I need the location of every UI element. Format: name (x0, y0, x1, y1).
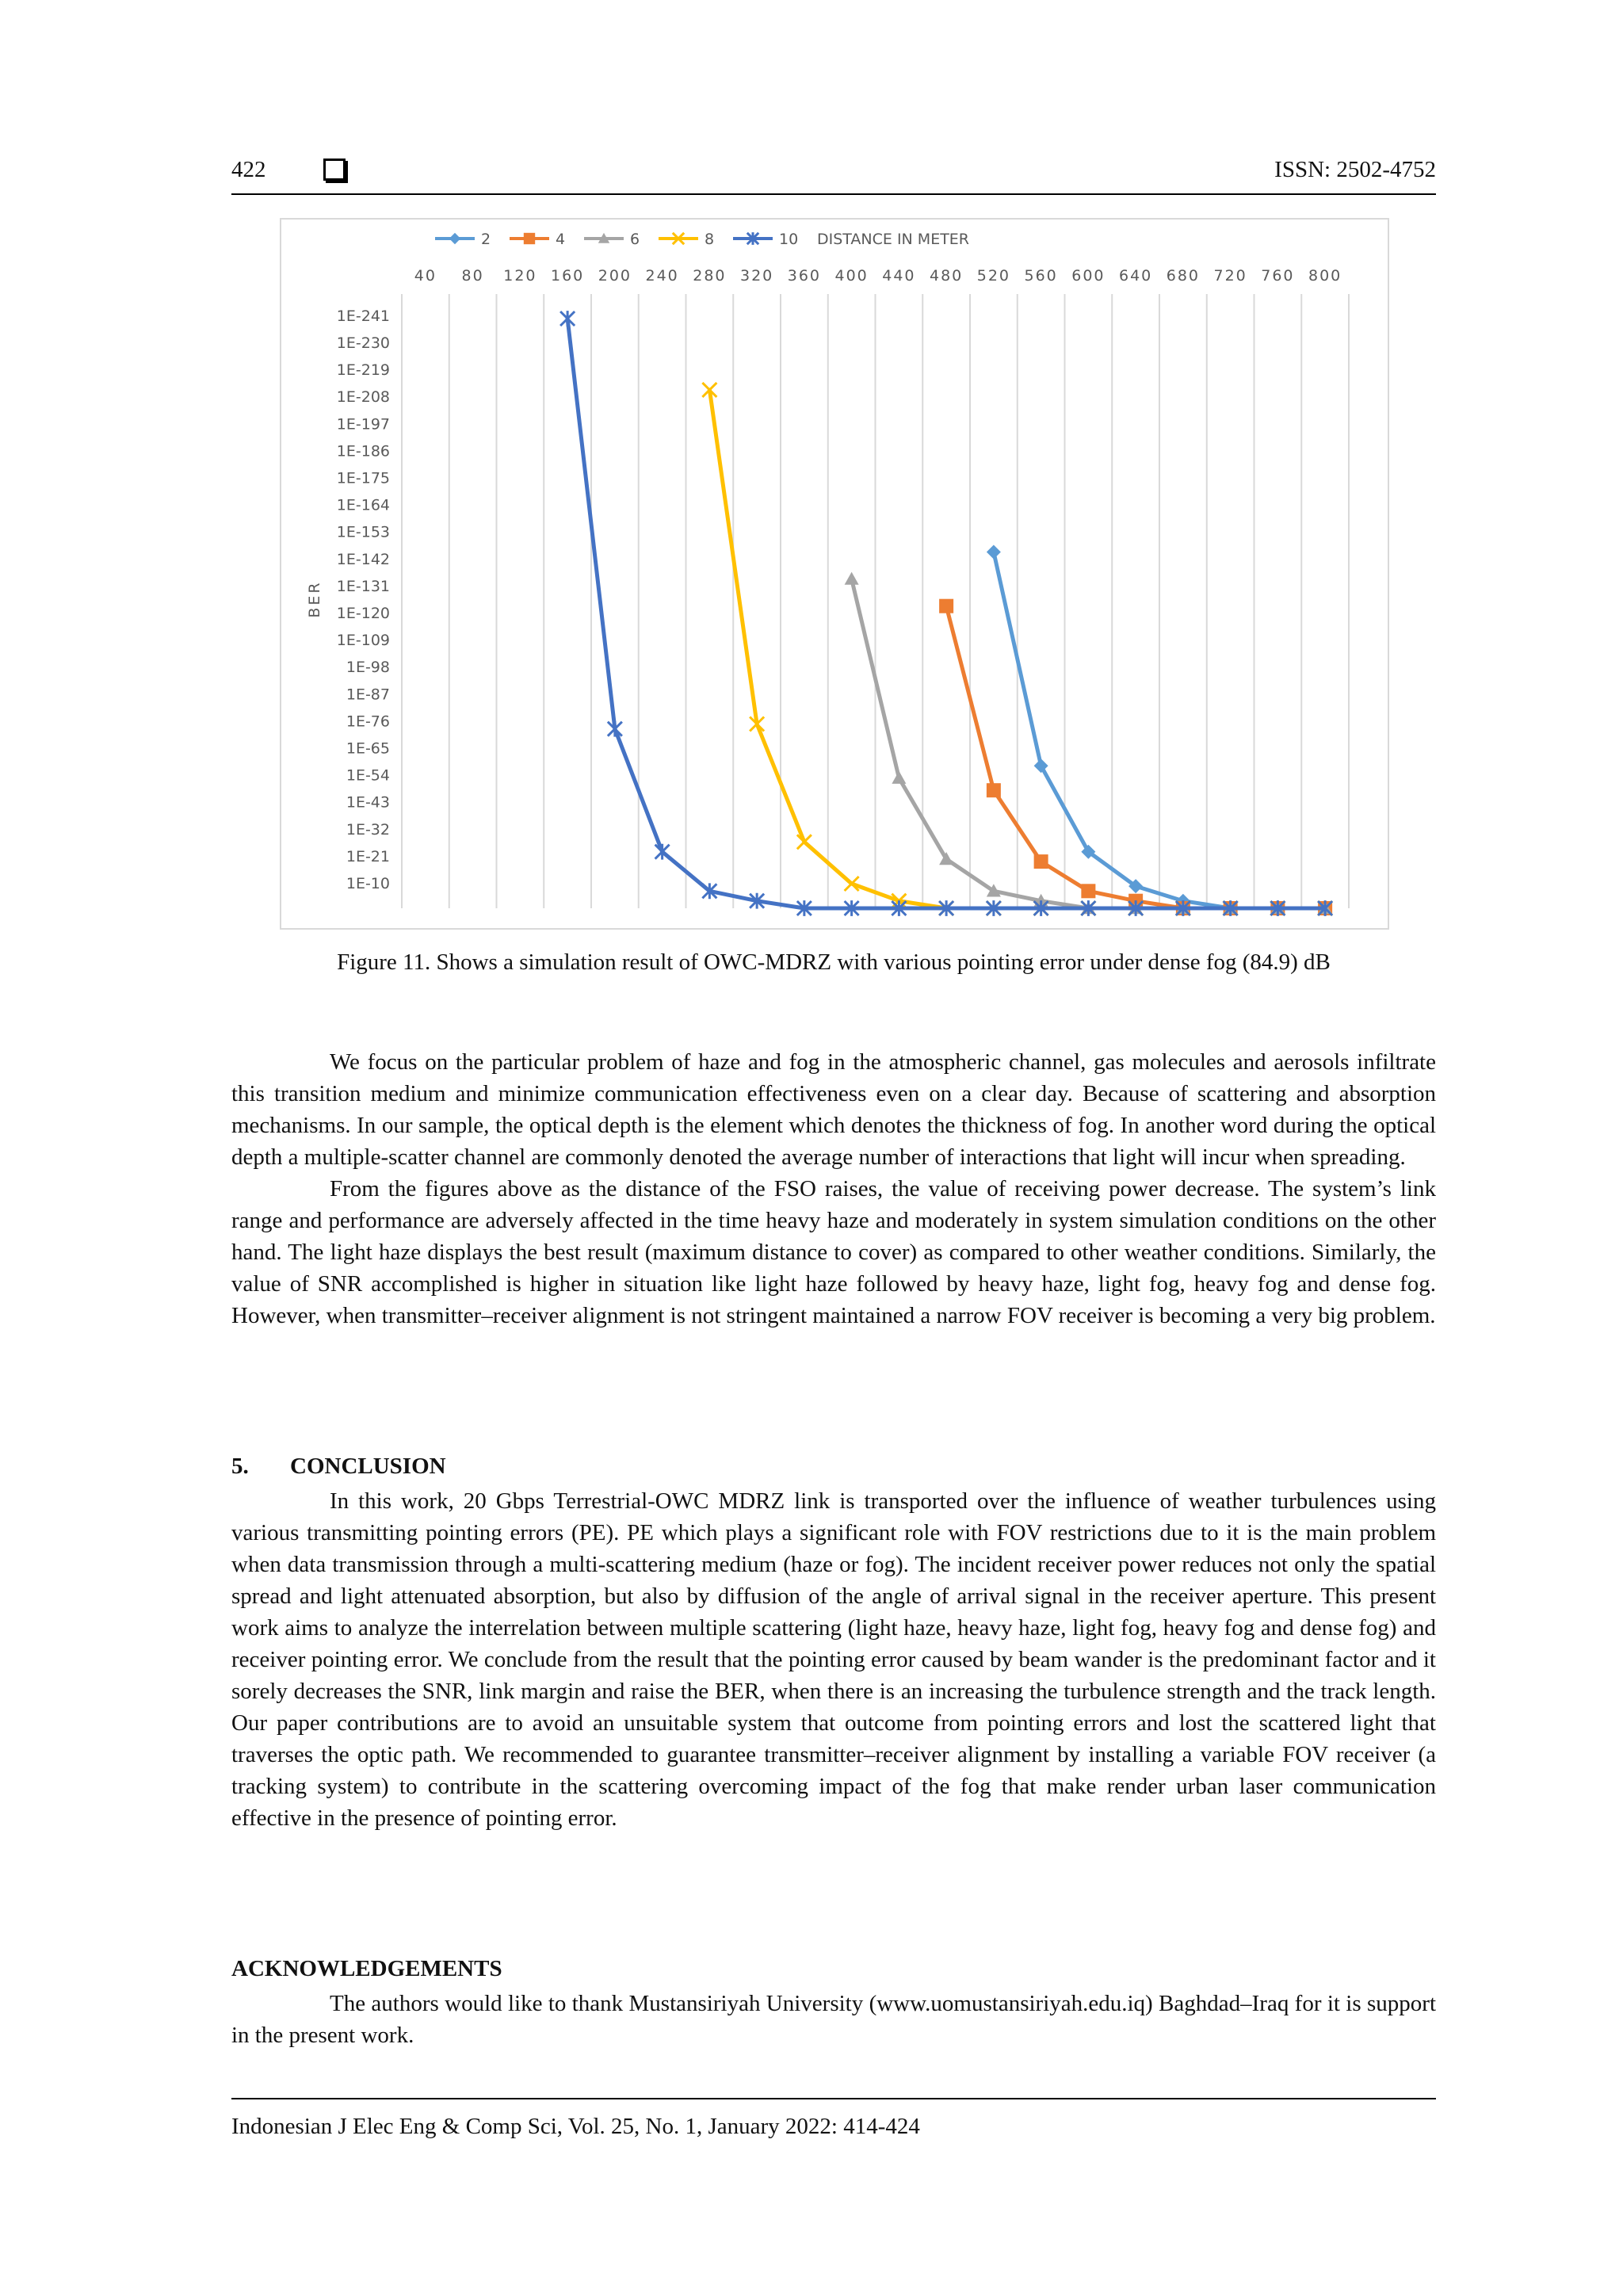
y-tick-label: 1E-142 (336, 550, 390, 568)
x-tick-label: 40 (414, 267, 437, 285)
x-tick-label: 440 (882, 267, 916, 285)
x-tick-label: 800 (1308, 267, 1342, 285)
x-tick-label: 320 (739, 267, 774, 285)
y-tick-label: 1E-164 (336, 496, 390, 514)
x-tick-label: 760 (1261, 267, 1295, 285)
page-number: 422 (231, 157, 266, 182)
y-tick-label: 1E-87 (346, 686, 390, 704)
legend-entry: 8 (705, 231, 715, 248)
x-tick-label: 120 (503, 267, 537, 285)
x-tick-label: 480 (929, 267, 964, 285)
y-tick-label: 1E-186 (336, 442, 390, 460)
legend-entry: 10 (779, 231, 799, 248)
y-tick-label: 1E-65 (346, 739, 390, 758)
section-title: CONCLUSION (290, 1454, 446, 1479)
x-tick-label: 600 (1071, 267, 1106, 285)
x-tick-label: 520 (976, 267, 1011, 285)
section-number: 5. (231, 1454, 249, 1479)
y-tick-label: 1E-175 (336, 469, 390, 487)
page-header (231, 152, 1436, 195)
legend-entry: 2 (481, 231, 491, 248)
x-tick-label: 240 (645, 267, 679, 285)
paragraph: The authors would like to thank Mustansiriyah University (www.uomustansiriyah.edu.iq) Baghdad–Iraq for it is support in the present work. (231, 1991, 1436, 2048)
legend-entry: 6 (630, 231, 640, 248)
figure-caption: Figure 11. Shows a simulation result of OWC-MDRZ with various pointing error under dense fog (84.9) dB (337, 949, 1331, 975)
y-tick-label: 1E-219 (336, 361, 390, 380)
y-tick-label: 1E-120 (336, 605, 390, 622)
x-tick-label: 680 (1166, 267, 1201, 285)
data-point (524, 233, 535, 244)
chart-frame (281, 219, 1388, 929)
y-tick-label: 1E-54 (346, 766, 390, 785)
y-tick-label: 1E-109 (336, 632, 390, 650)
data-point (987, 783, 1001, 797)
y-tick-label: 1E-230 (336, 334, 390, 352)
x-axis-label: DISTANCE IN METER (817, 231, 970, 248)
y-tick-label: 1E-208 (336, 388, 390, 407)
page-footer: Indonesian J Elec Eng & Comp Sci, Vol. 25, No. 1, January 2022: 414-424 (231, 2098, 1436, 2140)
y-tick-label: 1E-153 (336, 523, 390, 541)
x-tick-label: 200 (598, 267, 632, 285)
body-text (231, 1046, 1436, 1331)
y-tick-label: 1E-241 (336, 307, 390, 325)
paragraph: In this work, 20 Gbps Terrestrial-OWC MDRZ link is transported over the influence of weather turbulences using various transmitting pointing errors (PE). PE which plays a significant role with FOV restrictions due to it is the main problem when data transmission through a multi-scattering medium (haze or fog). The incident receiver power reduces not only the spatial spread and light attenuated absorption, but also by diffusion of the angle of arrival signal in the receiver aperture. This present work aims to analyze the interrelation between multiple scattering (light haze, heavy haze, light fog, heavy fog and dense fog) and receiver pointing error. We conclude from the result that the pointing error caused by beam wander is the predominant factor and it sorely decreases the SNR, link margin and raise the BER, when there is an increasing the turbulence strength and the track length. Our paper contributions are to avoid an unsuitable system that outcome from pointing errors and lost the scattered light that traverses the optic path. We recommended to guarantee transmitter–receiver alignment by installing a variable FOV receiver (a tracking system) to contribute in the scattering overcoming impact of the fog that make render urban laser communication effective in the presence of pointing error. (231, 1488, 1436, 1831)
checkbox-glyph-icon (323, 159, 346, 181)
paragraph: From the figures above as the distance of the FSO raises, the value of receiving power decrease. The system’s link range and performance are adversely affected in the time heavy haze and moderately in system simulation conditions on the other hand. The light haze displays the best result (maximum distance to cover) as compared to other weather conditions. Similarly, the value of SNR accomplished is higher in situation like light haze followed by heavy haze, light fog, heavy fog and dense fog. However, when transmitter–receiver alignment is not stringent maintained a narrow FOV receiver is becoming a very big problem. (231, 1176, 1436, 1328)
x-tick-label: 400 (834, 267, 869, 285)
x-tick-label: 640 (1118, 267, 1153, 285)
acknowledgements-text (231, 1988, 1436, 2051)
y-tick-label: 1E-32 (346, 820, 390, 839)
x-tick-label: 720 (1213, 267, 1247, 285)
chart-grid (402, 294, 1349, 908)
x-tick-label: 280 (693, 267, 727, 285)
data-point (1081, 884, 1095, 898)
y-tick-label: 1E-131 (336, 577, 390, 595)
y-tick-label: 1E-21 (346, 847, 390, 865)
acknowledgements-heading: ACKNOWLEDGEMENTS (231, 1956, 502, 1981)
data-point (1034, 854, 1048, 869)
data-point (939, 599, 953, 613)
y-tick-label: 1E-43 (346, 793, 390, 812)
issn-label: ISSN: 2502-4752 (1274, 157, 1436, 182)
paragraph: We focus on the particular problem of haze and fog in the atmospheric channel, gas molecules and aerosols infiltrate this transition medium and minimize communication effectiveness even on a clear day. Because of scattering and absorption mechanisms. In our sample, the optical depth is the element which denotes the thickness of fog. In another word during the optical depth a multiple-scatter channel are commonly denoted the average number of interactions that light will incur when spreading. (231, 1049, 1436, 1170)
legend-entry: 4 (556, 231, 566, 248)
x-tick-label: 560 (1024, 267, 1058, 285)
conclusion-text (231, 1485, 1436, 1834)
x-tick-label: 360 (787, 267, 822, 285)
y-tick-label: 1E-197 (336, 415, 390, 434)
x-tick-label: 80 (461, 267, 484, 285)
y-tick-label: 1E-98 (346, 659, 390, 677)
x-tick-label: 160 (550, 267, 585, 285)
y-tick-label: 1E-76 (346, 712, 390, 731)
y-tick-label: 1E-10 (346, 875, 390, 892)
ber-line-chart (279, 217, 1390, 930)
y-axis-label: BER (306, 580, 323, 618)
section-heading (231, 1454, 446, 1480)
